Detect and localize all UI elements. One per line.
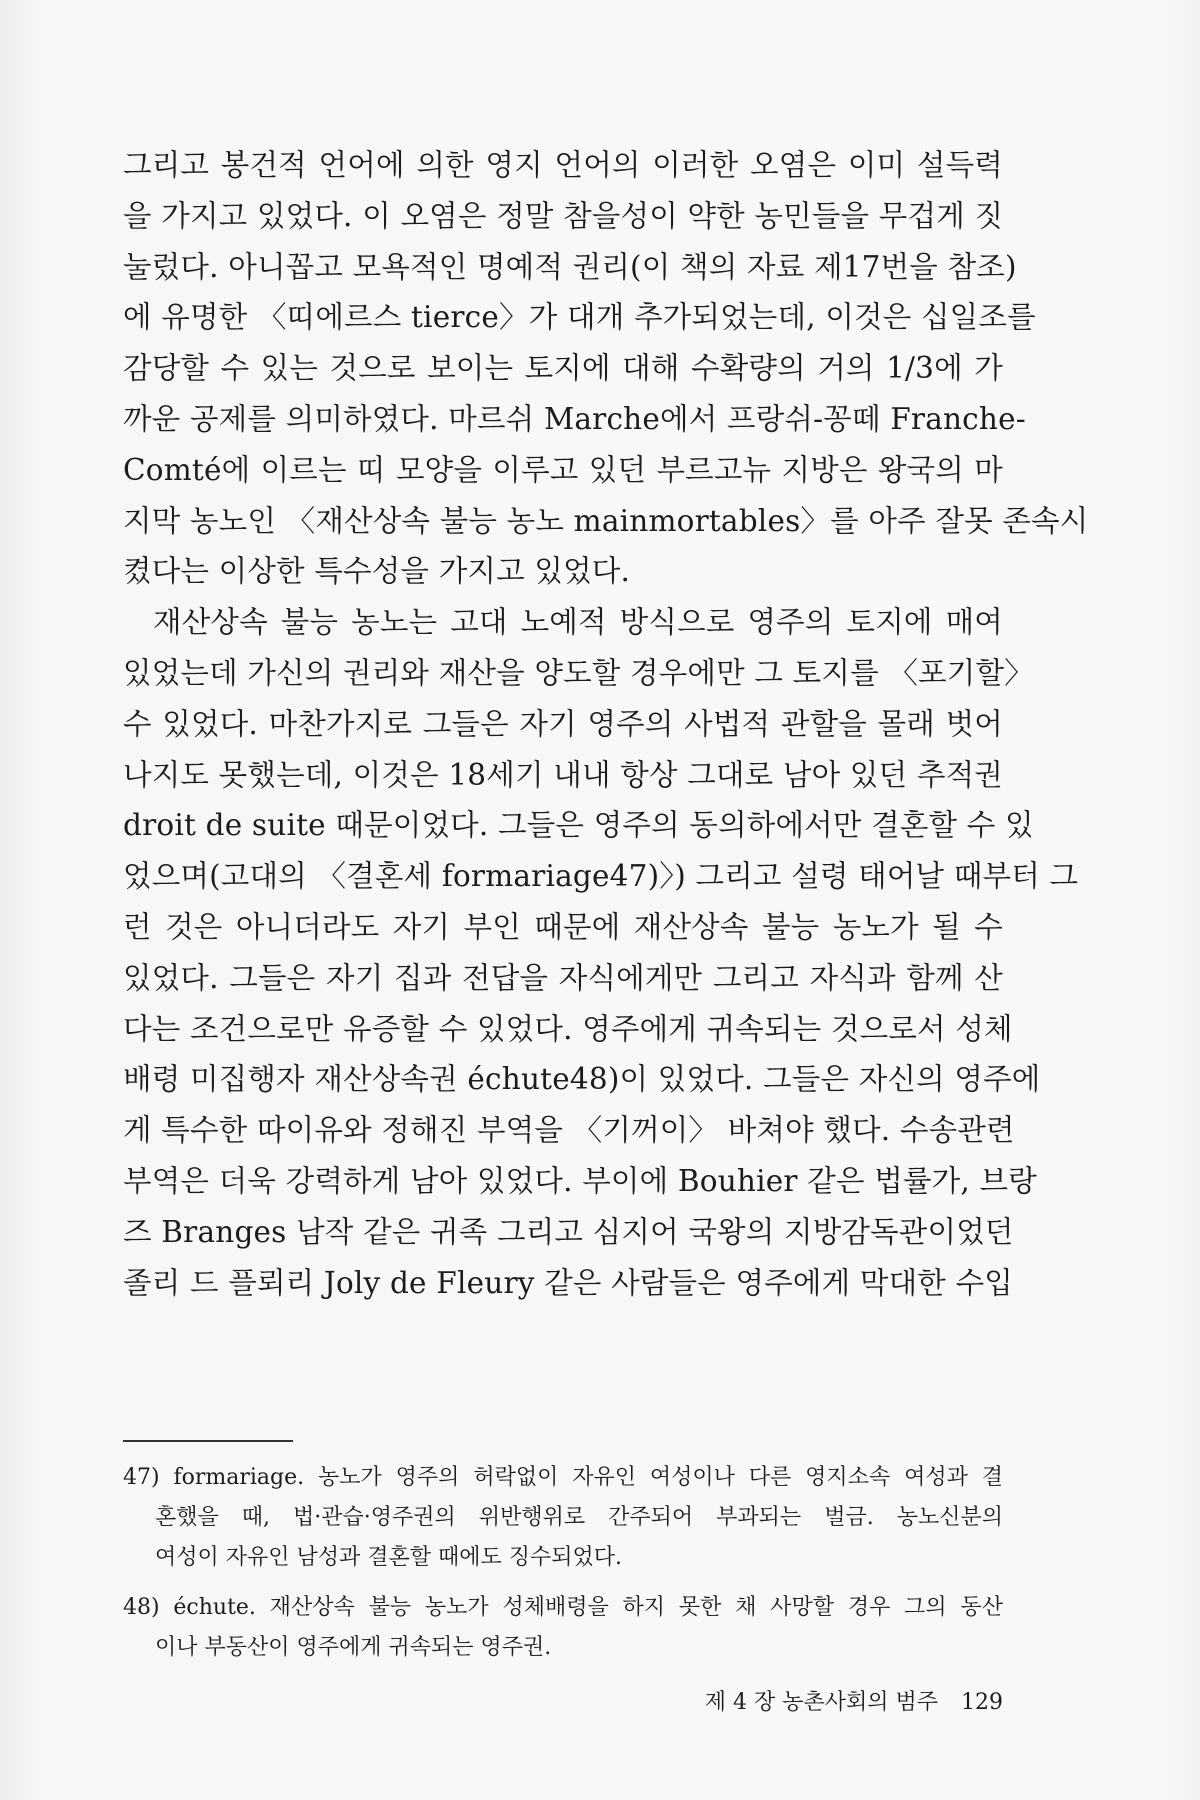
paragraph-start-line: 재산상속 불능 농노는 고대 노예적 방식으로 영주의 토지에 매여 <box>153 605 1003 640</box>
body-line: 런 것은 아니더라도 자기 부인 때문에 재산상속 불능 농노가 될 수 <box>123 909 1003 944</box>
paragraph-end-line: 켰다는 이상한 특수성을 가지고 있었다. <box>123 554 631 589</box>
footnote-line: 혼했을 때, 법·관습·영주권의 위반행위로 간주되어 부과되는 벌금. 농노신분의 <box>155 1505 1003 1530</box>
body-line: 지막 농노인 〈재산상속 불능 농노 mainmortables〉를 아주 잘못 존속시 <box>123 503 1089 538</box>
body-line: Comté에 이르는 띠 모양을 이루고 있던 부르고뉴 지방은 왕국의 마 <box>123 452 1003 487</box>
body-line: 있었는데 가신의 권리와 재산을 양도할 경우에만 그 토지를 〈포기할〉 <box>123 655 1034 690</box>
body-line: 까운 공제를 의미하였다. 마르쉬 Marche에서 프랑쉬-꽁떼 Franche- <box>123 401 1026 436</box>
body-line: 배령 미집행자 재산상속권 échute48)이 있었다. 그들은 자신의 영주에 <box>123 1062 1041 1097</box>
body-line: 눌렀다. 아니꼽고 모욕적인 명예적 권리(이 책의 자료 제17번을 참조) <box>123 249 1017 284</box>
body-line: 을 가지고 있었다. 이 오염은 정말 참을성이 약한 농민들을 무겁게 짓 <box>123 198 1004 233</box>
body-line: 다는 조건으로만 유증할 수 있었다. 영주에게 귀속되는 것으로서 성체 <box>123 1011 1013 1046</box>
running-footer <box>690 1687 1003 1719</box>
footnote-47 <box>123 1458 1003 1578</box>
body-line: 즈 Branges 남작 같은 귀족 그리고 심지어 국왕의 지방감독관이었던 <box>123 1214 1014 1249</box>
chapter-title: 제 4 장 농촌사회의 범주 <box>704 1690 938 1715</box>
footnote-line: 여성이 자유인 남성과 결혼할 때에도 징수되었다. <box>155 1545 623 1570</box>
body-line: 졸리 드 플뢰리 Joly de Fleury 같은 사람들은 영주에게 막대한 수입 <box>123 1265 1013 1300</box>
body-line: droit de suite 때문이었다. 그들은 영주의 동의하에서만 결혼할 수 있 <box>123 808 1034 843</box>
body-line: 있었다. 그들은 자기 집과 전답을 자식에게만 그리고 자식과 함께 산 <box>123 960 1003 995</box>
footnotes <box>123 1458 1003 1678</box>
page-number: 129 <box>961 1690 1003 1715</box>
body-line: 에 유명한 〈띠에르스 tierce〉가 대개 추가되었는데, 이것은 십일조를 <box>123 300 1036 335</box>
footnote-divider <box>123 1440 293 1442</box>
body-text <box>123 140 1089 1308</box>
body-line: 나지도 못했는데, 이것은 18세기 내내 항상 그대로 남아 있던 추적권 <box>123 757 1003 792</box>
body-line: 부역은 더욱 강력하게 남아 있었다. 부이에 Bouhier 같은 법률가, 브랑 <box>123 1163 1037 1198</box>
body-line: 었으며(고대의 〈결혼세 formariage47)〉) 그리고 설령 태어날 때부터 그 <box>123 859 1079 894</box>
body-line: 게 특수한 따이유와 정해진 부역을 〈기꺼이〉 바쳐야 했다. 수송관련 <box>123 1113 1015 1148</box>
footnote-48 <box>123 1588 1003 1668</box>
body-line: 감당할 수 있는 것으로 보이는 토지에 대해 수확량의 거의 1/3에 가 <box>123 351 1003 386</box>
footnote-line: 이나 부동산이 영주에게 귀속되는 영주권. <box>155 1635 552 1660</box>
body-line: 그리고 봉건적 언어에 의한 영지 언어의 이러한 오염은 이미 설득력 <box>123 148 1003 182</box>
footnote-line: 48) échute. 재산상속 불능 농노가 성체배령을 하지 못한 채 사망할 경우 그의 동산 <box>123 1595 1003 1620</box>
footnote-line: 47) formariage. 농노가 영주의 허락없이 자유인 여성이나 다른 영지소속 여성과 결 <box>123 1465 1003 1490</box>
body-line: 수 있었다. 마찬가지로 그들은 자기 영주의 사법적 관할을 몰래 벗어 <box>123 706 1003 741</box>
